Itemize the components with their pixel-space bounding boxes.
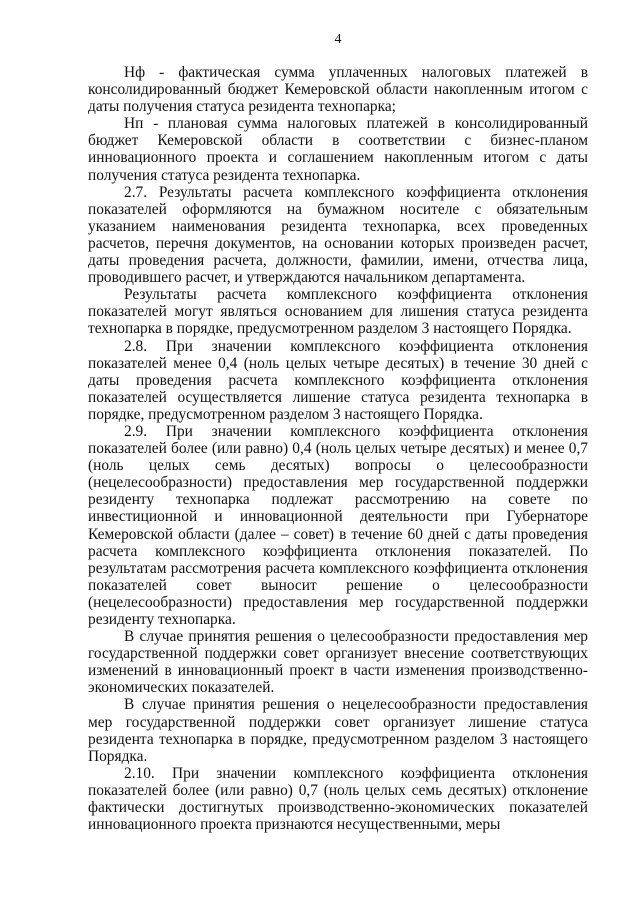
- paragraph-2-10: 2.10. При значении комплексного коэффициента отклонения показателей более (или равно) 0,7 (ноль целых семь десятых) отклонение фактически достигнутых производственно-экономических показателей инновационного проекта признаются несущественными, меры: [88, 764, 588, 834]
- paragraph-2-7: 2.7. Результаты расчета комплексного коэффициента отклонения показателей оформляются на бумажном носителе с обязательным указанием наименования резидента технопарка, всех проведенных расчетов, перечня документов, на основании которых произведен расчет, даты проведения расчета, должности, фамилии, имени, отчества лица, проводившего расчет, и утверждаются начальником департамента.: [88, 183, 588, 287]
- paragraph-2-9-expedient: В случае принятия решения о целесообразности предоставления мер государственной поддержки совет организует внесение соответствующих изменений в инновационный проект в части изменения производственно-экономических показателей.: [88, 628, 588, 697]
- paragraph-nf-definition: Нф - фактическая сумма уплаченных налоговых платежей в консолидированный бюджет Кемеровской области накопленным итогом с даты получения статуса резидента технопарка;: [88, 64, 588, 116]
- page-number: 4: [334, 32, 342, 47]
- paragraph-2-9: 2.9. При значении комплексного коэффициента отклонения показателей более (или равно) 0,4 (ноль целых четыре десятых) и менее 0,7 (ноль целых семь десятых) вопросы о целесообразности (нецелесообразности) предоставления мер государственной поддержки резиденту технопарка подлежат рассмотрению на совете по инвестиционной и инновационной деятельности при Губернаторе Кемеровской области (далее – совет) в течение 60 дней с даты проведения расчета комплексного коэффициента отклонения показателей. По результатам рассмотрения расчета комплексного коэффициента отклонения показателей совет выносит решение о целесообразности (нецелесообразности) предоставления мер государственной поддержки резиденту технопарка.: [88, 422, 588, 628]
- paragraph-2-7-results: Результаты расчета комплексного коэффициента отклонения показателей могут являться основанием для лишения статуса резидента технопарка в порядке, предусмотренном разделом 3 настоящего Порядка.: [88, 286, 588, 338]
- paragraph-2-8: 2.8. При значении комплексного коэффициента отклонения показателей менее 0,4 (ноль целых четыре десятых) в течение 30 дней с даты проведения расчета комплексного коэффициента отклонения показателей осуществляется лишение статуса резидента технопарка в порядке, предусмотренном разделом 3 настоящего Порядка.: [88, 337, 588, 423]
- paragraph-np-definition: Нп - плановая сумма налоговых платежей в консолидированный бюджет Кемеровской области в соответствии с бизнес-планом инновационного проекта и соглашением накопленным итогом с даты получения статуса резидента технопарка.: [88, 115, 588, 184]
- paragraph-2-9-inexpedient: В случае принятия решения о нецелесообразности предоставления мер государственной поддержки совет организует лишение статуса резидента технопарка в порядке, предусмотренном разделом 3 настоящего Порядка.: [88, 696, 588, 765]
